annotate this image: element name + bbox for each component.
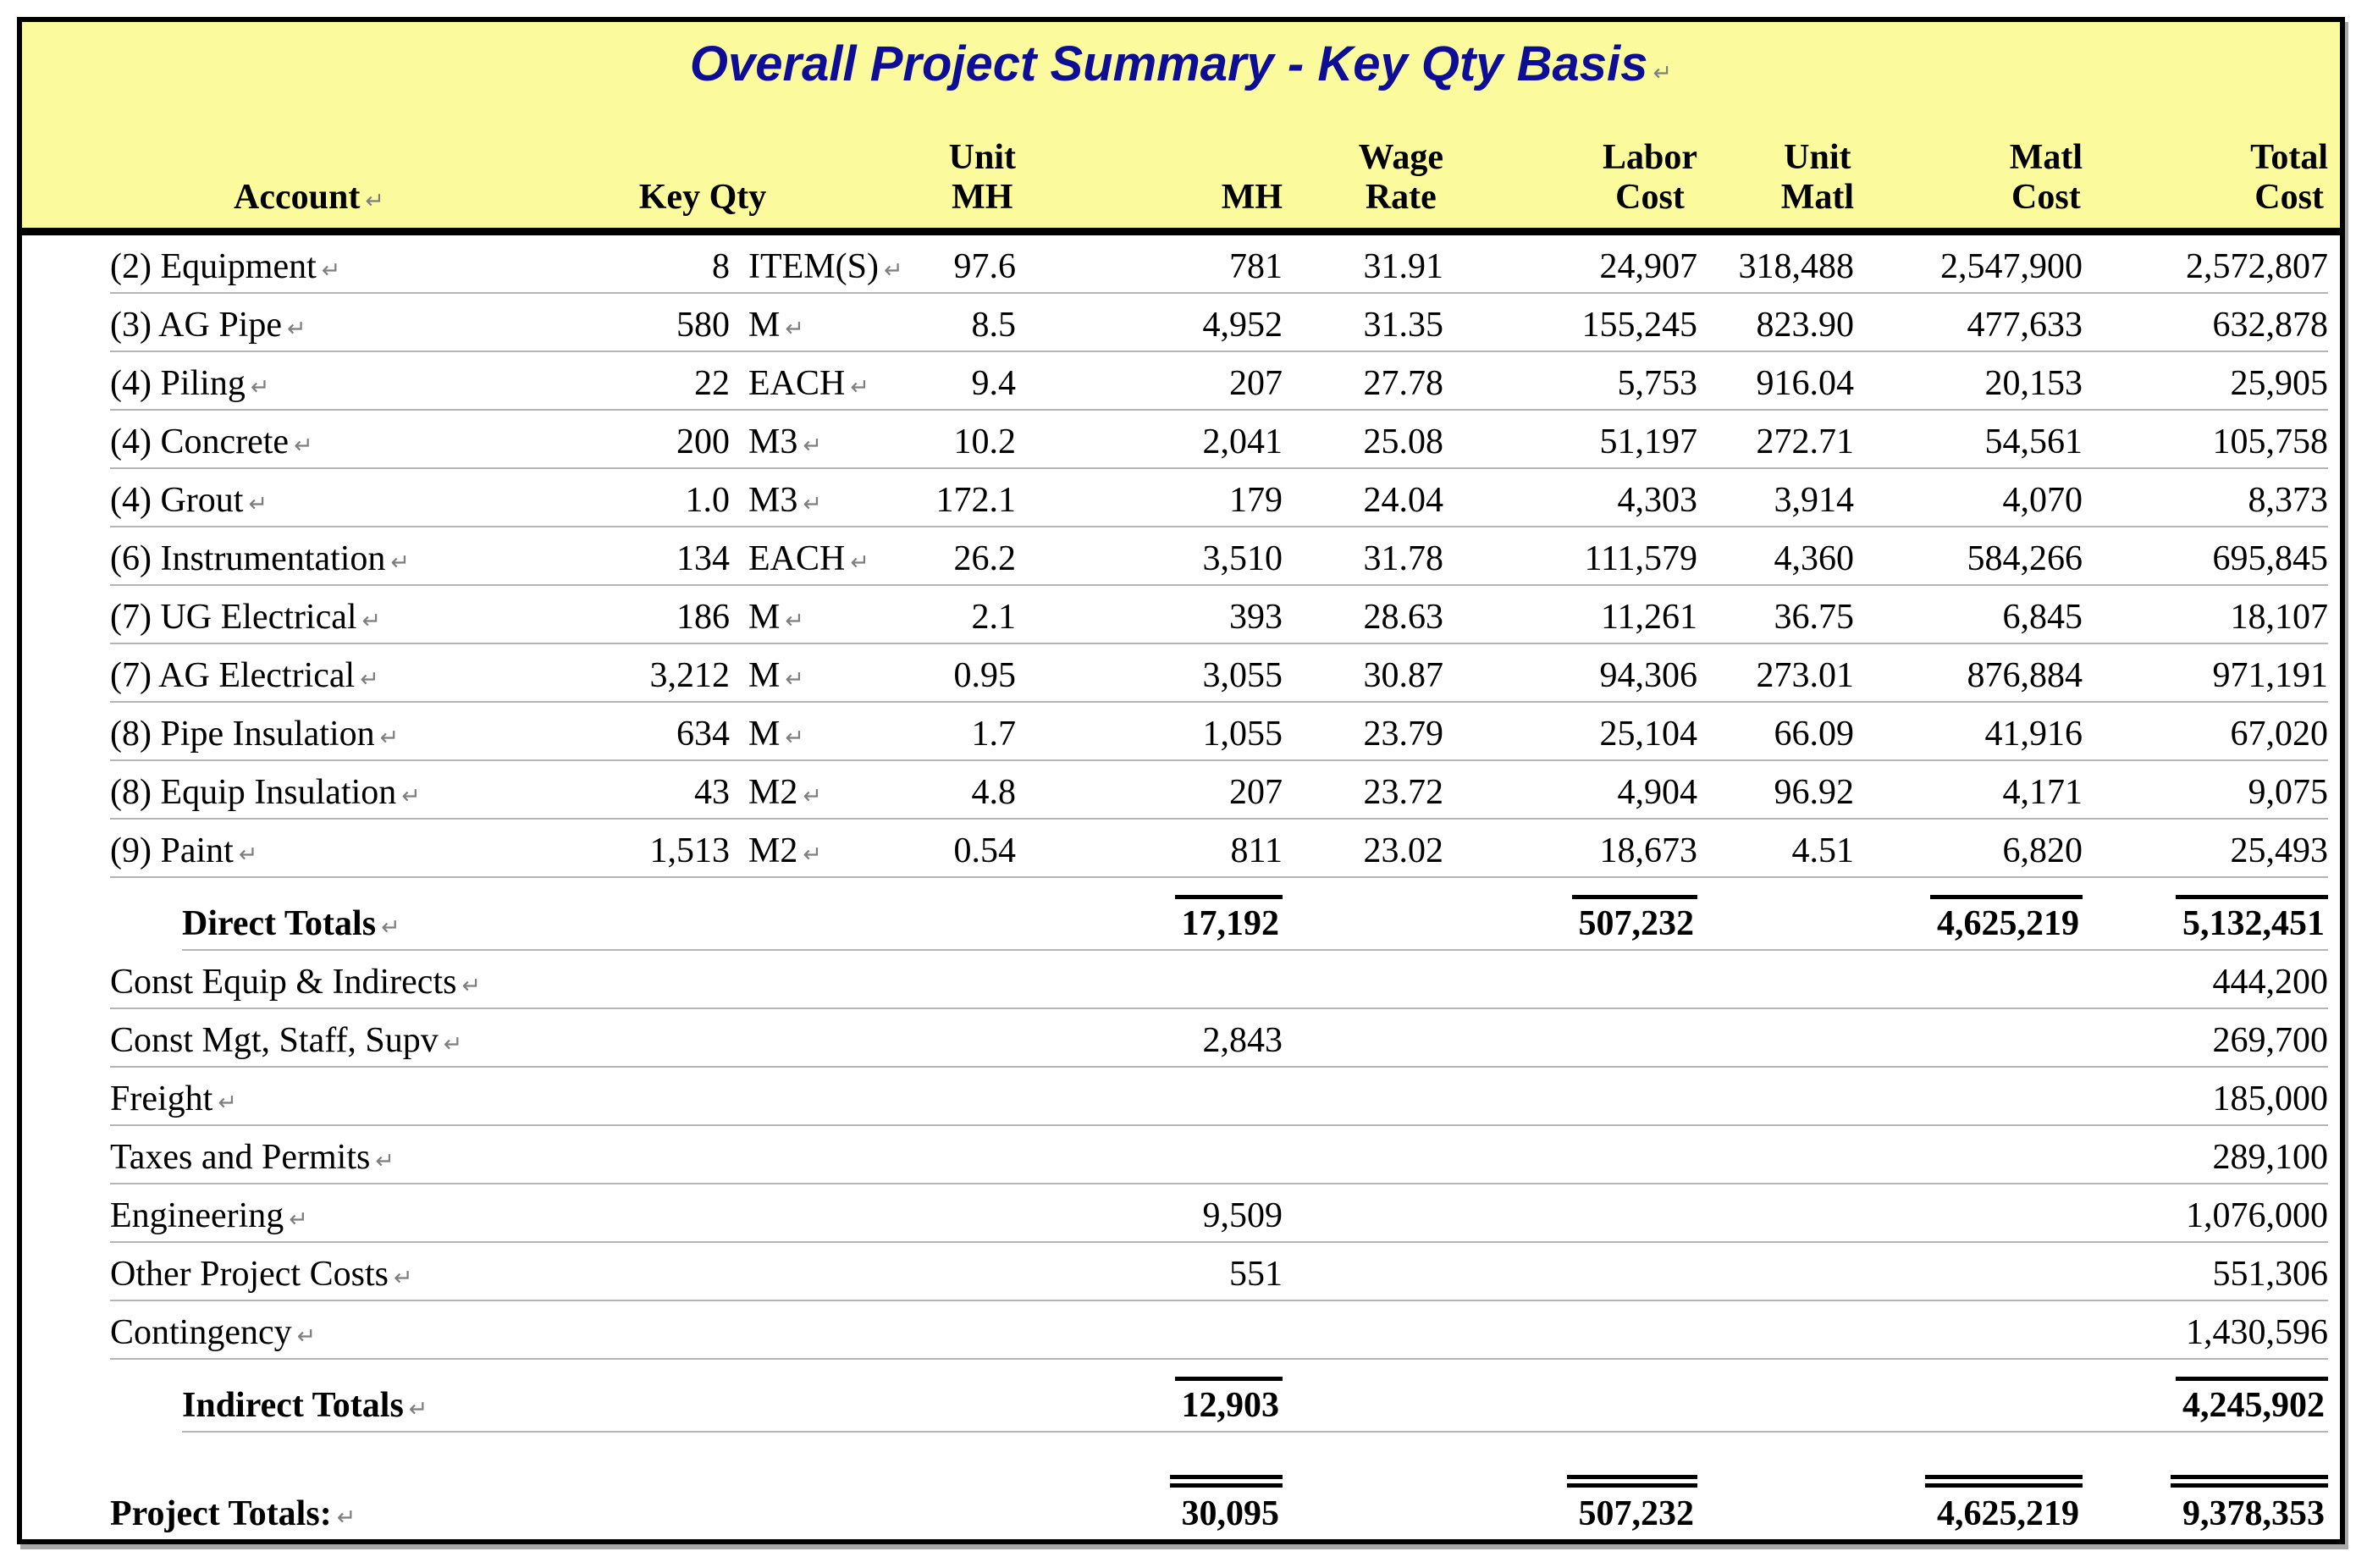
return-mark-icon: ↵ [393, 1265, 413, 1291]
indirect-totals-row [182, 1360, 2328, 1433]
col-header-account: Account ↵ [234, 177, 384, 217]
total-cost-cell: 9,378,353 [2083, 1475, 2328, 1532]
matl-cost-cell: 2,547,900 [1940, 247, 2083, 286]
account-cell: (8) Equip Insulation ↵ [110, 773, 421, 812]
unit-mh-cell: 0.54 [953, 831, 1016, 870]
return-mark-icon: ↵ [296, 1323, 317, 1350]
mh-cell: 207 [1229, 773, 1283, 812]
mh-cell: 1,055 [1202, 715, 1283, 754]
mh-cell: 12,903 [1016, 1377, 1283, 1423]
return-mark-icon: ↵ [379, 725, 400, 751]
table-row [110, 644, 2328, 703]
mh-cell: 30,095 [1016, 1475, 1283, 1532]
page-title: Overall Project Summary - Key Qty Basis [689, 36, 1648, 91]
col-header-total-cost: Total Cost [2250, 137, 2328, 217]
unit-matl-cell: 916.04 [1756, 364, 1854, 403]
unit-cell: M2 ↵ [748, 831, 822, 870]
unit-mh-cell: 4.8 [971, 773, 1016, 812]
unit-mh-cell: 26.2 [953, 539, 1016, 578]
col-header-mh: MH [1221, 177, 1283, 217]
total-cost-cell: 444,200 [2212, 963, 2328, 1002]
col-header-unit-matl: Unit Matl [1780, 137, 1854, 217]
table-row [110, 761, 2328, 820]
labor-cost-cell: 18,673 [1599, 831, 1697, 870]
mh-cell: 4,952 [1202, 306, 1283, 345]
return-mark-icon: ↵ [803, 783, 822, 809]
direct-rows [22, 235, 2340, 878]
unit-cell: M3 ↵ [748, 422, 822, 461]
return-mark-icon: ↵ [803, 433, 822, 459]
matl-cost-cell: 876,884 [1967, 656, 2083, 695]
total-cost-cell: 25,905 [2230, 364, 2328, 403]
mh-cell: 3,055 [1202, 656, 1283, 695]
account-cell: (4) Piling ↵ [110, 364, 270, 403]
account-cell: Freight ↵ [110, 1079, 237, 1118]
mh-cell: 811 [1230, 831, 1283, 870]
account-cell: (4) Concrete ↵ [110, 422, 313, 461]
direct-totals-label: Direct Totals ↵ [182, 904, 400, 943]
total-cost-cell: 185,000 [2212, 1079, 2328, 1118]
labor-cost-cell: 4,303 [1617, 481, 1697, 520]
table-body [22, 235, 2340, 1539]
total-cost-cell: 1,076,000 [2186, 1196, 2328, 1235]
direct-totals-row [182, 878, 2328, 951]
table-row [110, 527, 2328, 586]
return-mark-icon: ↵ [850, 374, 869, 400]
key-qty-cell: 8 [712, 247, 730, 286]
labor-cost-cell: 24,907 [1599, 247, 1697, 286]
return-mark-icon: ↵ [365, 187, 384, 214]
mh-cell: 551 [1229, 1255, 1283, 1294]
unit-matl-cell: 96.92 [1774, 773, 1854, 812]
unit-mh-cell: 10.2 [953, 422, 1016, 461]
return-mark-icon: ↵ [785, 316, 804, 342]
return-mark-icon: ↵ [218, 1090, 237, 1116]
unit-matl-cell: 4.51 [1791, 831, 1854, 870]
col-header-unit-mh: Unit MH [948, 137, 1016, 217]
column-header-row [110, 138, 2328, 228]
unit-cell: EACH ↵ [748, 539, 869, 578]
mh-cell: 2,843 [1202, 1021, 1283, 1060]
mh-cell: 9,509 [1202, 1196, 1283, 1235]
return-mark-icon: ↵ [361, 608, 382, 634]
total-cost-cell: 551,306 [2212, 1255, 2328, 1294]
key-qty-cell: 22 [694, 364, 730, 403]
indirect-rows [22, 951, 2340, 1360]
labor-cost-cell: 51,197 [1599, 422, 1697, 461]
title-row [22, 22, 2340, 92]
matl-cost-cell: 4,070 [2002, 481, 2083, 520]
return-mark-icon: ↵ [401, 783, 421, 809]
matl-cost-cell: 584,266 [1967, 539, 2083, 578]
labor-cost-cell: 155,245 [1581, 306, 1697, 345]
key-qty-cell: 134 [676, 539, 730, 578]
table-row [110, 1243, 2328, 1301]
wage-rate-cell: 30.87 [1363, 656, 1443, 695]
indirect-totals-label: Indirect Totals ↵ [182, 1386, 428, 1425]
unit-matl-cell: 36.75 [1774, 598, 1854, 637]
account-cell: (2) Equipment ↵ [110, 247, 341, 286]
unit-cell: M3 ↵ [748, 481, 822, 520]
matl-cost-cell: 6,820 [2002, 831, 2083, 870]
matl-cost-cell: 54,561 [1984, 422, 2083, 461]
mh-cell: 179 [1229, 481, 1283, 520]
key-qty-cell: 1,513 [649, 831, 730, 870]
mh-cell: 3,510 [1202, 539, 1283, 578]
unit-cell: M ↵ [748, 656, 804, 695]
table-row [110, 951, 2328, 1009]
table-row [110, 411, 2328, 469]
return-mark-icon: ↵ [785, 608, 804, 634]
account-cell: Engineering ↵ [110, 1196, 308, 1235]
total-cost-cell: 4,245,902 [2083, 1377, 2328, 1423]
return-mark-icon: ↵ [360, 666, 379, 693]
wage-rate-cell: 31.91 [1363, 247, 1443, 286]
table-row [110, 235, 2328, 294]
wage-rate-cell: 28.63 [1363, 598, 1443, 637]
total-cost-cell: 5,132,451 [2083, 895, 2328, 941]
unit-mh-cell: 9.4 [971, 364, 1016, 403]
total-cost-cell: 105,758 [2212, 422, 2328, 461]
matl-cost-cell: 477,633 [1967, 306, 2083, 345]
table-row [110, 1301, 2328, 1360]
unit-mh-cell: 1.7 [971, 715, 1016, 754]
account-cell: (7) UG Electrical ↵ [110, 598, 382, 637]
unit-matl-cell: 66.09 [1774, 715, 1854, 754]
return-mark-icon: ↵ [287, 316, 306, 342]
unit-mh-cell: 8.5 [971, 306, 1016, 345]
labor-cost-cell: 94,306 [1599, 656, 1697, 695]
return-mark-icon: ↵ [803, 842, 822, 868]
return-mark-icon: ↵ [1652, 60, 1673, 86]
return-mark-icon: ↵ [321, 257, 341, 284]
labor-cost-cell: 507,232 [1443, 895, 1697, 941]
unit-cell: M ↵ [748, 598, 804, 637]
key-qty-cell: 186 [676, 598, 730, 637]
return-mark-icon: ↵ [443, 1031, 463, 1057]
return-mark-icon: ↵ [785, 725, 804, 751]
report-header [22, 22, 2340, 235]
matl-cost-cell: 20,153 [1984, 364, 2083, 403]
total-cost-cell: 2,572,807 [2186, 247, 2328, 286]
return-mark-icon: ↵ [381, 914, 400, 941]
return-mark-icon: ↵ [803, 491, 822, 517]
wage-rate-cell: 23.79 [1363, 715, 1443, 754]
return-mark-icon: ↵ [375, 1148, 394, 1174]
wage-rate-cell: 25.08 [1363, 422, 1443, 461]
matl-cost-cell: 4,171 [2002, 773, 2083, 812]
table-row [110, 1068, 2328, 1126]
unit-mh-cell: 0.95 [953, 656, 1016, 695]
labor-cost-cell: 111,579 [1584, 539, 1697, 578]
key-qty-cell: 1.0 [685, 481, 730, 520]
unit-mh-cell: 172.1 [935, 481, 1016, 520]
total-cost-cell: 9,075 [2248, 773, 2328, 812]
total-cost-cell: 25,493 [2230, 831, 2328, 870]
unit-matl-cell: 823.90 [1756, 306, 1854, 345]
unit-cell: M2 ↵ [748, 773, 822, 812]
return-mark-icon: ↵ [408, 1396, 428, 1422]
return-mark-icon: ↵ [294, 433, 313, 459]
return-mark-icon: ↵ [883, 257, 903, 284]
wage-rate-cell: 24.04 [1363, 481, 1443, 520]
wage-rate-cell: 23.72 [1363, 773, 1443, 812]
labor-cost-cell: 507,232 [1443, 1475, 1697, 1532]
unit-cell: M ↵ [748, 306, 804, 345]
account-cell: (8) Pipe Insulation ↵ [110, 715, 400, 754]
wage-rate-cell: 31.35 [1363, 306, 1443, 345]
table-row [110, 820, 2328, 878]
total-cost-cell: 289,100 [2212, 1138, 2328, 1177]
unit-matl-cell: 272.71 [1756, 422, 1854, 461]
table-row [110, 703, 2328, 761]
unit-matl-cell: 4,360 [1774, 539, 1854, 578]
project-totals-row [110, 1451, 2328, 1539]
col-header-key-qty: Key Qty [638, 177, 767, 217]
return-mark-icon: ↵ [390, 549, 411, 576]
matl-cost-cell: 41,916 [1984, 715, 2083, 754]
account-cell: (7) AG Electrical ↵ [110, 656, 379, 695]
mh-cell: 207 [1229, 364, 1283, 403]
unit-mh-cell: 97.6 [953, 247, 1016, 286]
total-cost-cell: 67,020 [2230, 715, 2328, 754]
matl-cost-cell: 6,845 [2002, 598, 2083, 637]
mh-cell: 2,041 [1202, 422, 1283, 461]
total-cost-cell: 632,878 [2212, 306, 2328, 345]
labor-cost-cell: 25,104 [1599, 715, 1697, 754]
col-header-labor-cost: Labor Cost [1602, 137, 1697, 217]
key-qty-cell: 580 [676, 306, 730, 345]
return-mark-icon: ↵ [785, 666, 804, 693]
total-cost-cell: 18,107 [2230, 598, 2328, 637]
account-cell: (9) Paint ↵ [110, 831, 258, 870]
wage-rate-cell: 23.02 [1363, 831, 1443, 870]
account-cell: (6) Instrumentation ↵ [110, 539, 411, 578]
table-row [110, 586, 2328, 644]
account-cell: (3) AG Pipe ↵ [110, 306, 306, 345]
table-row [110, 1126, 2328, 1184]
return-mark-icon: ↵ [238, 842, 258, 868]
total-cost-cell: 1,430,596 [2186, 1313, 2328, 1352]
report-frame [17, 17, 2345, 1544]
key-qty-cell: 634 [676, 715, 730, 754]
account-cell: Other Project Costs ↵ [110, 1255, 413, 1294]
account-cell: Const Equip & Indirects ↵ [110, 963, 482, 1002]
matl-cost-cell: 4,625,219 [1854, 1475, 2083, 1532]
table-row [110, 469, 2328, 527]
col-header-wage-rate: Wage Rate [1358, 137, 1443, 217]
total-cost-cell: 695,845 [2212, 539, 2328, 578]
unit-cell: EACH ↵ [748, 364, 869, 403]
unit-mh-cell: 2.1 [971, 598, 1016, 637]
total-cost-cell: 269,700 [2212, 1021, 2328, 1060]
mh-cell: 781 [1229, 247, 1283, 286]
table-row [110, 294, 2328, 352]
labor-cost-cell: 5,753 [1617, 364, 1697, 403]
mh-cell: 393 [1229, 598, 1283, 637]
total-cost-cell: 971,191 [2212, 656, 2328, 695]
return-mark-icon: ↵ [461, 973, 482, 999]
table-row [110, 1009, 2328, 1068]
unit-matl-cell: 3,914 [1774, 481, 1854, 520]
return-mark-icon: ↵ [289, 1206, 308, 1233]
unit-matl-cell: 273.01 [1756, 656, 1854, 695]
matl-cost-cell: 4,625,219 [1854, 895, 2083, 941]
project-totals-label: Project Totals: ↵ [110, 1494, 356, 1533]
return-mark-icon: ↵ [250, 374, 270, 400]
key-qty-cell: 43 [694, 773, 730, 812]
table-row [110, 1184, 2328, 1243]
key-qty-cell: 200 [676, 422, 730, 461]
unit-cell: ITEM(S) ↵ [748, 247, 903, 286]
account-cell: Contingency ↵ [110, 1313, 317, 1352]
wage-rate-cell: 27.78 [1363, 364, 1443, 403]
account-cell: Taxes and Permits ↵ [110, 1138, 394, 1177]
unit-cell: M ↵ [748, 715, 804, 754]
mh-cell: 17,192 [1016, 895, 1283, 941]
total-cost-cell: 8,373 [2248, 481, 2328, 520]
account-cell: Const Mgt, Staff, Supv ↵ [110, 1021, 463, 1060]
col-header-matl-cost: Matl Cost [2009, 137, 2083, 217]
return-mark-icon: ↵ [336, 1505, 356, 1531]
return-mark-icon: ↵ [850, 549, 869, 576]
key-qty-cell: 3,212 [649, 656, 730, 695]
return-mark-icon: ↵ [248, 491, 268, 517]
table-row [110, 352, 2328, 411]
wage-rate-cell: 31.78 [1363, 539, 1443, 578]
labor-cost-cell: 11,261 [1601, 598, 1697, 637]
unit-matl-cell: 318,488 [1738, 247, 1854, 286]
labor-cost-cell: 4,904 [1617, 773, 1697, 812]
account-cell: (4) Grout ↵ [110, 481, 268, 520]
